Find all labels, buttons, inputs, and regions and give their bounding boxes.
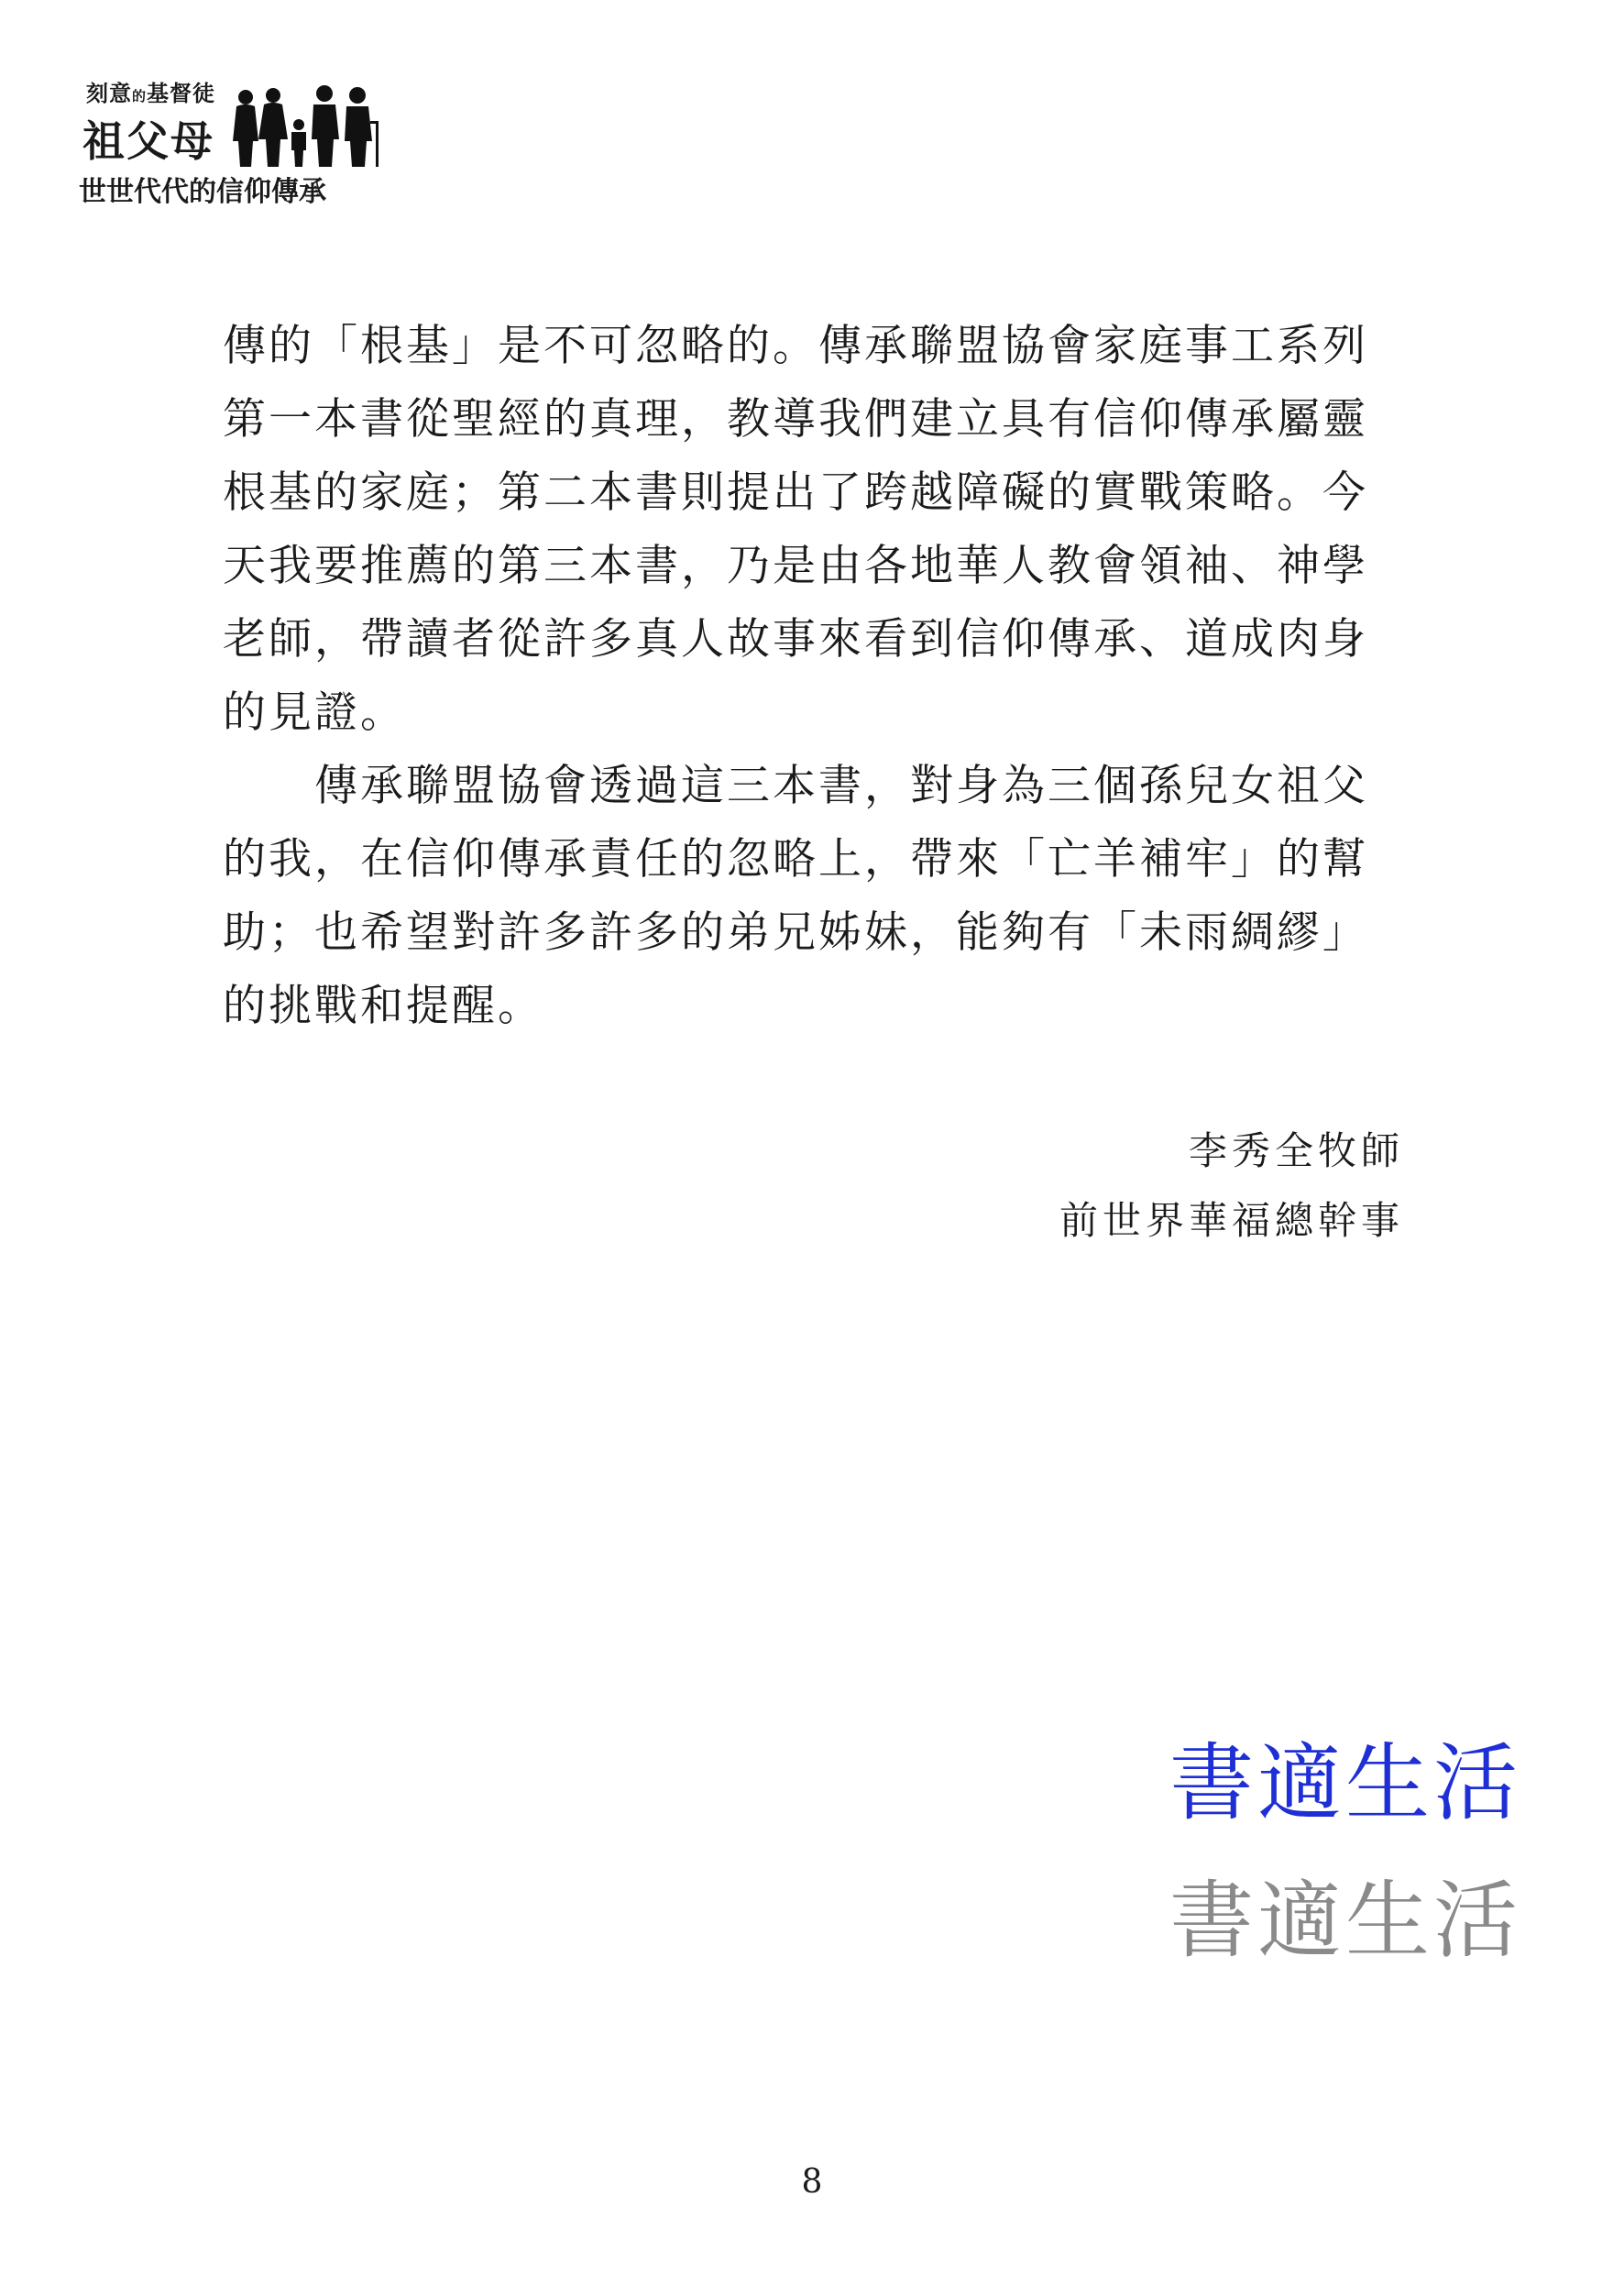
family-silhouette-icon [233,84,389,169]
logo-tagline-small: 的 [132,88,148,104]
page-number: 8 [801,2163,823,2201]
author-title: 前世界華福總幹事 [1059,1198,1404,1243]
signature-block [1059,1116,1404,1256]
book-series-logo [79,75,390,208]
paragraph-2: 傳承聯盟協會透過這三本書，對身為三個孫兒女祖父的我，在信仰傳承責任的忽略上，帶來「亡羊補牢」的幫助；也希望對許多許多的弟兄姊妹，能夠有「未雨綢繆」的挑戰和提醒。 [223,761,1368,1031]
paragraph-1: 傳的「根基」是不可忽略的。傳承聯盟協會家庭事工系列第一本書從聖經的真理，教導我們建立具有信仰傳承屬靈根基的家庭；第二本書則提出了跨越障礙的實戰策略。今天我要推薦的第三本書，乃是由各地華人教會領袖、神學老師，帶讀者從許多真人故事來看到信仰傳承、道成肉身的見證。 [223,321,1368,738]
logo-subtitle: 世世代代的信仰傳承 [79,176,326,208]
logo-tagline-part2: 基督徒 [147,81,216,106]
brand-text-gray: 書適生活 [1169,1872,1521,1970]
brand-text-blue: 書適生活 [1169,1734,1521,1832]
foreword-body [223,310,1405,1043]
author-name: 李秀全牧師 [1188,1128,1404,1173]
logo-title: 祖父母 [82,116,214,166]
logo-tagline [86,75,215,107]
logo-tagline-part1: 刻意 [86,81,132,106]
